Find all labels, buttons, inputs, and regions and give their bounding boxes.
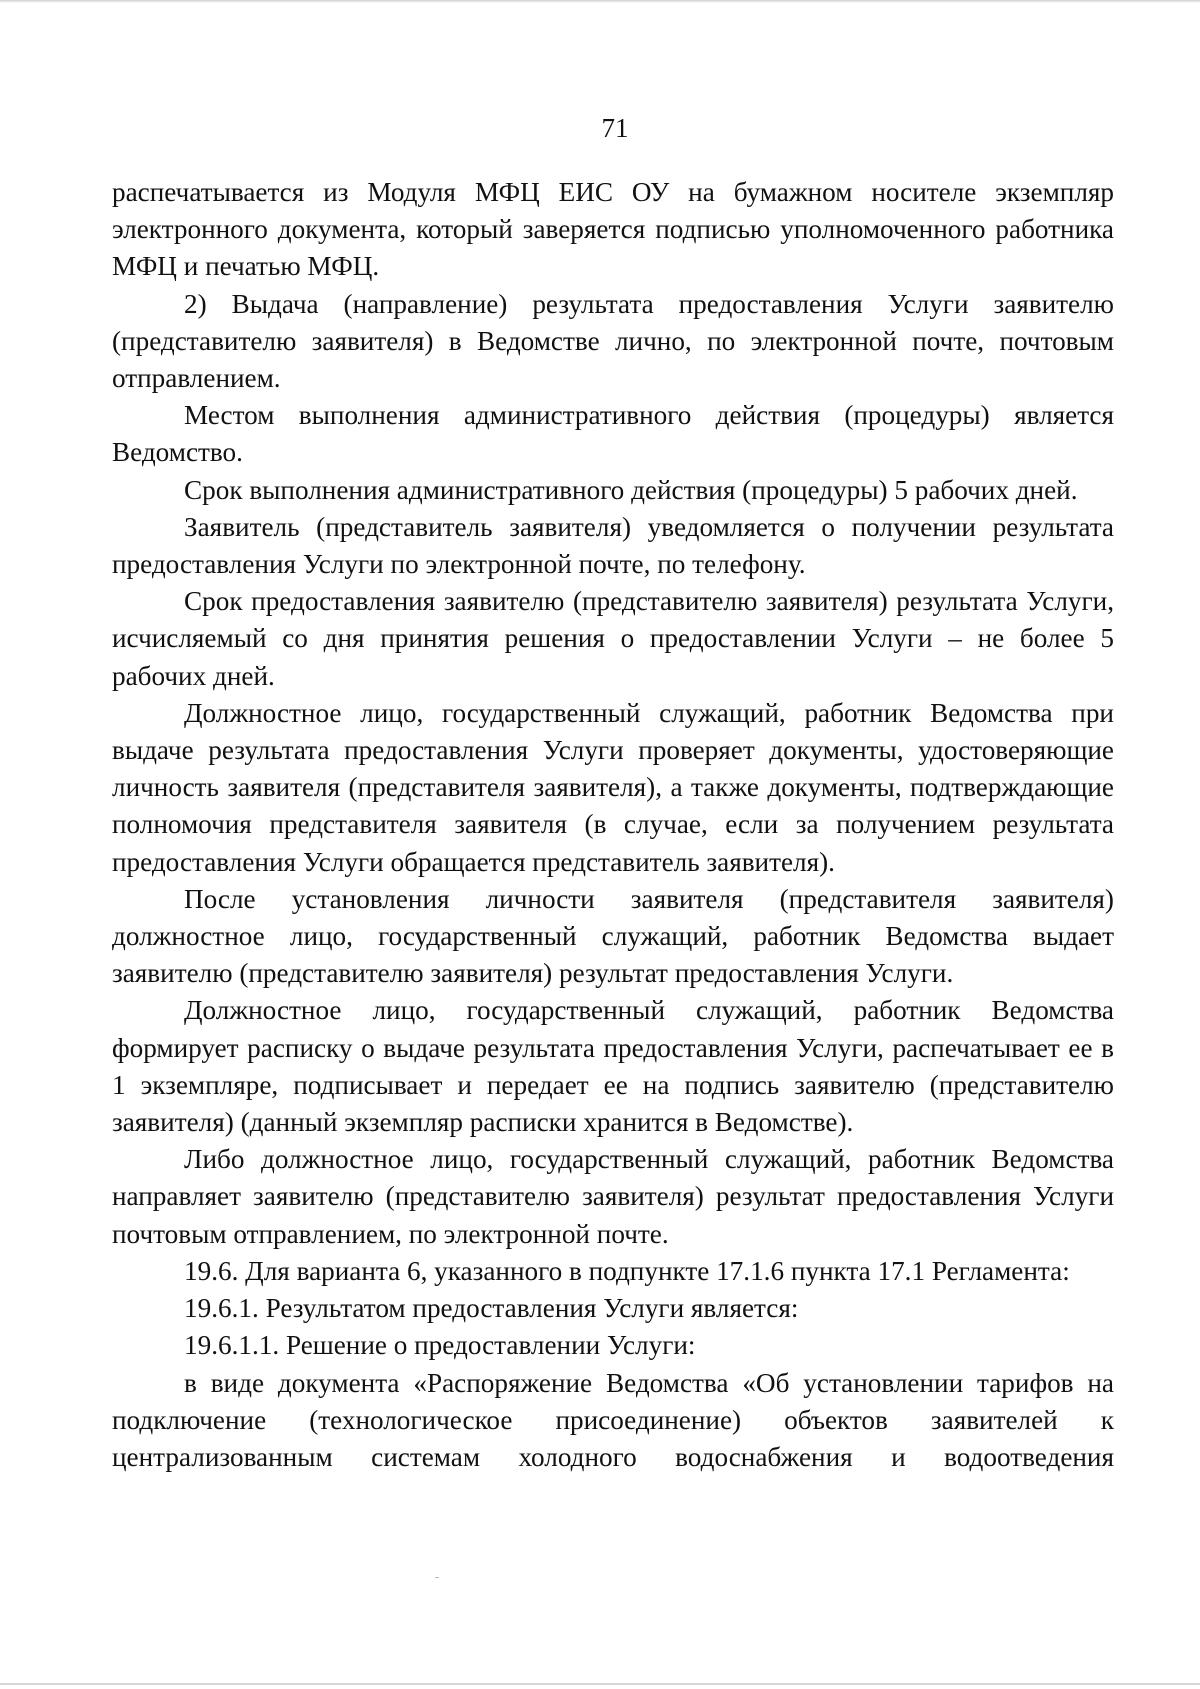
paragraph-notification: Заявитель (представитель заявителя) уведомляется о получении результата предоставления Услуги по электронной почте, по телефону.: [112, 511, 1114, 580]
paragraph-identity-check: Должностное лицо, государственный служащий, работник Ведомства при выдаче результата предоставления Услуги проверяет документы, удостоверяющие личность заявителя (представителя заявителя), а также документы, подтверждающие полномочия представителя заявителя (в случае, если за получением результата предоставления Услуги обращается представитель заявителя).: [112, 697, 1114, 877]
paragraph-place: Местом выполнения административного действия (процедуры) является Ведомство.: [112, 400, 1114, 468]
section-19-6-1-1-heading: 19.6.1.1. Решение о предоставлении Услуги:: [184, 1330, 696, 1361]
document-body: [112, 174, 1114, 1476]
paragraph-term: Срок выполнения административного действия (процедуры) 5 рабочих дней.: [184, 474, 1078, 505]
paragraph-issuance: 2) Выдача (направление) результата предоставления Услуги заявителю (представителю заявителя) в Ведомстве лично, по электронной почте, почтовым отправлением.: [112, 288, 1114, 394]
paragraph-continuation: распечатывается из Модуля МФЦ ЕИС ОУ на бумажном носителе экземпляр электронного документа, который заверяется подписью уполномоченного работника МФЦ и печатью МФЦ.: [112, 177, 1114, 282]
scan-speck: [435, 1577, 439, 1578]
section-19-6-heading: 19.6. Для варианта 6, указанного в подпункте 17.1.6 пункта 17.1 Регламента:: [184, 1255, 1070, 1286]
paragraph-after-identification: После установления личности заявителя (представителя заявителя) должностное лицо, государственный служащий, работник Ведомства выдает заявителю (представителю заявителя) результат предоставления Услуги.: [112, 883, 1114, 989]
paragraph-document-type: в виде документа «Распоряжение Ведомства «Об установлении тарифов на подключение (технологическое присоединение) объектов заявителей к централизованным системам холодного водоснабжения и водоотведения: [112, 1367, 1114, 1472]
section-19-6-1-heading: 19.6.1. Результатом предоставления Услуги является:: [184, 1293, 799, 1324]
page-number: 71: [601, 113, 629, 143]
scan-edge-top: [0, 0, 1200, 3]
paragraph-delivery-term: Срок предоставления заявителю (представителю заявителя) результата Услуги, исчисляемый со дня принятия решения о предоставлении Услуги – не более 5 рабочих дней.: [112, 586, 1114, 691]
paragraph-alternative-delivery: Либо должностное лицо, государственный служащий, работник Ведомства направляет заявителю (представителю заявителя) результат предоставления Услуги почтовым отправлением, по электронной почте.: [112, 1144, 1114, 1249]
paragraph-receipt: Должностное лицо, государственный служащий, работник Ведомства формирует расписку о выдаче результата предоставления Услуги, распечатывает ее в 1 экземпляре, подписывает и передает ее на подпись заявителю (представителю заявителя) (данный экземпляр расписки хранится в Ведомстве).: [112, 995, 1114, 1138]
scan-edge-bottom: [0, 1683, 1200, 1685]
